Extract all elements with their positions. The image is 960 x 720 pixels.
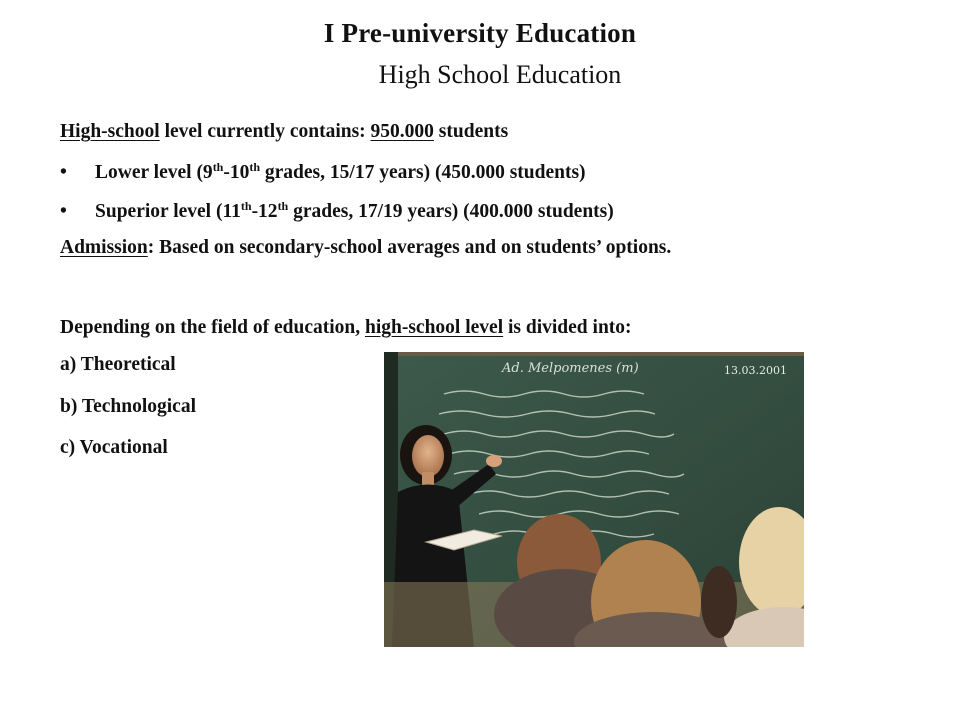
admission-label: Admission — [60, 237, 148, 258]
intro-count: 950.000 — [370, 121, 434, 142]
bullet-marker: • — [60, 162, 67, 183]
division-line: Depending on the field of education, high-school level is divided into: — [60, 317, 632, 338]
slide-title: I Pre-university Education — [323, 18, 637, 48]
intro-text: level currently contains: — [159, 121, 371, 142]
bullet-text: Lower level (9th-10th grades, 15/17 years) (450.000 students) — [95, 160, 586, 183]
intro-line — [60, 121, 508, 143]
admission-line — [60, 237, 671, 259]
bullet-marker: • — [60, 201, 67, 222]
board-header-text: Ad. Melpomenes (m) — [502, 361, 639, 376]
slide-subtitle: High School Education — [378, 60, 622, 89]
admission-text: : Based on secondary-school averages and on students’ options. — [147, 237, 672, 258]
intro-underlined-term: High-school — [60, 121, 160, 142]
board-date-text: 13.03.2001 — [724, 364, 787, 377]
option-technological: b) Technological — [60, 396, 196, 417]
option-vocational: c) Vocational — [60, 437, 168, 458]
option-theoretical: a) Theoretical — [60, 354, 176, 375]
classroom-photo — [384, 352, 804, 647]
bullet-text: Superior level (11th-12th grades, 17/19 years) (400.000 students) — [95, 199, 614, 222]
division-underlined-term: high-school level — [364, 317, 504, 338]
intro-suffix: students — [433, 121, 509, 142]
